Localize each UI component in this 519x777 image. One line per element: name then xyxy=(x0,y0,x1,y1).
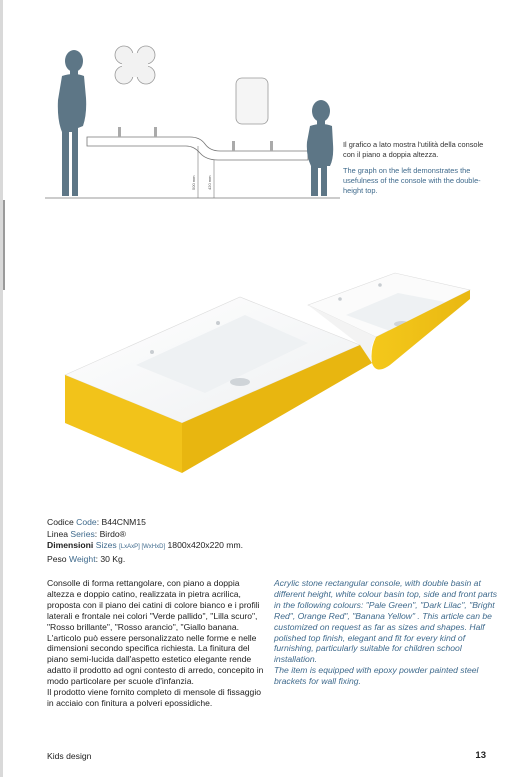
tap-hole xyxy=(150,350,154,354)
tap-hole xyxy=(216,321,220,325)
child-silhouette-short xyxy=(307,100,333,196)
dimension-label-420: 420 mm xyxy=(207,175,212,190)
clover-mirror xyxy=(115,46,155,84)
dimension-label-500: 500 mm xyxy=(191,175,196,190)
tap xyxy=(232,141,235,151)
page-number: 13 xyxy=(475,750,486,761)
product-image xyxy=(40,245,500,490)
footer-section-title: Kids design xyxy=(47,751,92,761)
product-image-svg xyxy=(40,245,500,490)
tap xyxy=(118,127,121,137)
spec-weight: Peso Weight: 30 Kg. xyxy=(47,553,126,564)
tap-hole xyxy=(338,297,342,301)
main-drain xyxy=(230,378,250,386)
diagram-caption-english: The graph on the left demonstrates the usefulness of the console with the double-height top. xyxy=(343,166,481,195)
diagram-caption xyxy=(343,140,493,196)
description-italian: Consolle di forma rettangolare, con piano a doppia altezza e doppio catino, realizzata in pietra acrilica, proposta con il piano dei catini di colore bianco e i profili laterali e frontale nei colori "Verde pallido", "Lilla scuro", "Rosso brillante", "Rosso arancio", "Giallo banana. L'articolo può essere personalizzato nelle forme e nelle dimensioni secondo specifica richiesta. La finitura del piano semi-lucida dall'aspetto estetico elegante rende adatto il prodotto ad ogni contesto di arredo, concepito in modo particolare per scuole d'infanzia. Il prodotto viene fornito completo di mensole di fissaggio in acciaio con finitura a polveri epossidiche. xyxy=(47,578,264,708)
diagram-caption-italian: Il grafico a lato mostra l'utilità della console con il piano a doppia altezza. xyxy=(343,140,484,159)
tap-hole xyxy=(378,283,382,287)
page-margin-mark xyxy=(3,200,5,290)
rounded-mirror xyxy=(236,78,268,124)
tap xyxy=(270,141,273,151)
usage-diagram xyxy=(40,40,340,210)
specs-block xyxy=(47,517,243,565)
description-english: Acrylic stone rectangular console, with double basin at different height, white colour basin top, side and front parts in the following colours: "Pale Green", "Dark Lilac", "Bright Red", Orange Red", "Banana Yellow" . This article can be customized on request as far as sizes and shapes. Half polished top finish, elegant and fit for every kind of furnishing, particularly suitable for children school installation. The item is equipped with epoxy powder painted steel brackets for wall fixing. xyxy=(274,578,498,687)
console-profile xyxy=(87,137,308,160)
child-silhouette-tall xyxy=(58,50,86,196)
page-edge xyxy=(0,0,3,777)
spec-series: Linea Series: Birdo® xyxy=(47,528,126,539)
tap xyxy=(154,127,157,137)
usage-diagram-svg xyxy=(40,40,340,210)
spec-dimensions: Dimensioni Sizes [LxAxP] [WxHxD] 1800x420x220 mm. xyxy=(47,540,244,551)
spec-code: Codice Code: B44CNM15 xyxy=(47,517,146,527)
